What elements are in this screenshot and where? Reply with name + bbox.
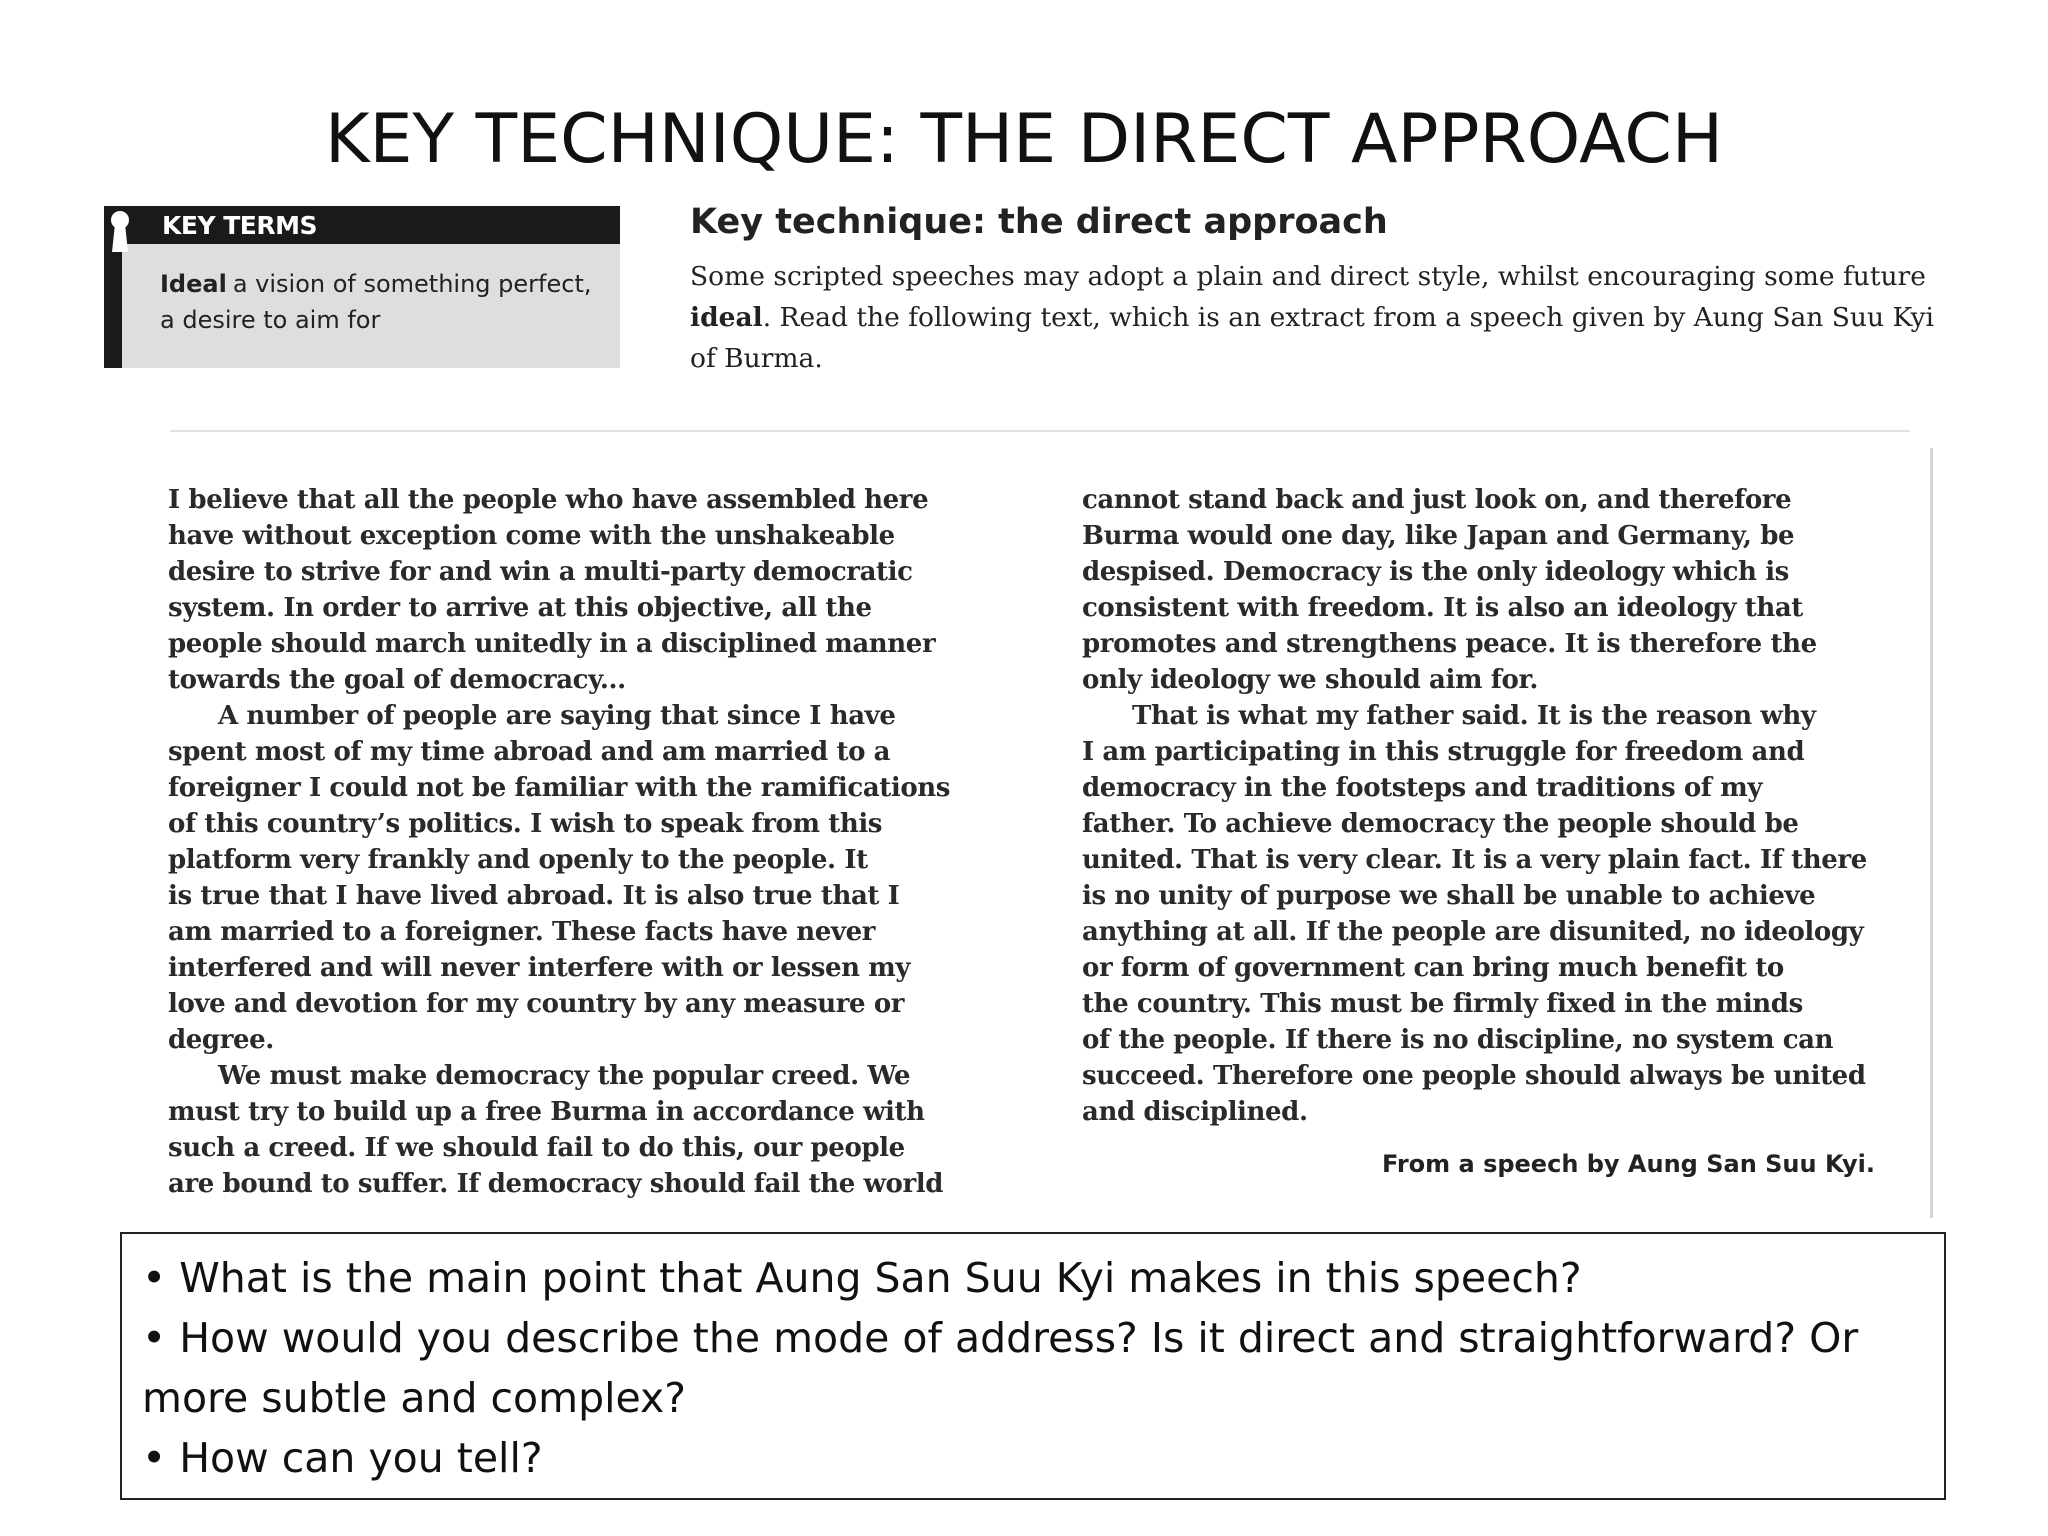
speech-source: From a speech by Aung San Suu Kyi. xyxy=(1381,1150,1875,1178)
speech-paragraph: That is what my father said. It is the reason why I am participating in this struggle for freedom and democracy in the footsteps and traditions of my father. To achieve democracy the people should be united. That is very clear. It is a very plain fact. If there is no unity of purpose we shall be unable to achieve anything at all. If the people are disunited, no ideology or form of government can bring much benefit to the country. This must be firmly fixed in the minds of the people. If there is no discipline, no system can succeed. Therefore one people should always be united and disciplined. xyxy=(1082,701,1867,1127)
intro-ideal-term: ideal xyxy=(690,302,763,333)
question-item: • How can you tell? xyxy=(142,1428,1924,1488)
slide-title: KEY TECHNIQUE: THE DIRECT APPROACH xyxy=(324,100,1724,179)
page-edge-divider xyxy=(1930,448,1933,1218)
question-item: • How would you describe the mode of address? Is it direct and straightforward? Or more subtle and complex? xyxy=(142,1308,1924,1428)
speech-paragraph: A number of people are saying that since I have spent most of my time abroad and am married to a foreigner I could not be familiar with the ramifications of this country’s politics. I wish to speak from this platform very frankly and openly to the people. It is true that I have lived abroad. It is also true that I am married to a foreigner. These facts have never interfered and will never interfere with or lessen my love and devotion for my country by any measure or degree. xyxy=(168,701,951,1055)
divider xyxy=(170,430,1910,432)
speech-column-left xyxy=(168,482,988,1202)
key-terms-box xyxy=(104,206,620,368)
key-terms-heading: KEY TERMS xyxy=(162,211,318,240)
speech-paragraph: I believe that all the people who have assembled here have without exception come with the unshakeable desire to strive for and win a multi-party democratic system. In order to arrive at this objective, all the people should march unitedly in a disciplined manner towards the goal of democracy... xyxy=(168,485,936,695)
speech-paragraph: We must make democracy the popular creed. We must try to build up a free Burma in accordance with such a creed. If we should fail to do this, our people are bound to suffer. If democracy should fail the world xyxy=(168,1061,944,1199)
questions-list xyxy=(122,1234,1944,1488)
speech-column-right xyxy=(1082,482,1912,1130)
key-term-definition xyxy=(160,266,600,338)
intro-paragraph xyxy=(690,256,1940,379)
question-item: • What is the main point that Aung San Suu Kyi makes in this speech? xyxy=(142,1248,1924,1308)
intro-text-1: Some scripted speeches may adopt a plain and direct style, whilst encouraging some future xyxy=(690,261,1926,292)
section-heading: Key technique: the direct approach xyxy=(690,202,1388,242)
key-term: Ideal xyxy=(160,270,227,298)
questions-box xyxy=(120,1232,1946,1500)
speech-paragraph: cannot stand back and just look on, and therefore Burma would one day, like Japan and Germany, be despised. Democracy is the only ideology which is consistent with freedom. It is also an ideology that promotes and strengthens peace. It is therefore the only ideology we should aim for. xyxy=(1082,485,1817,695)
key-term-meaning: a vision of something perfect, a desire to aim for xyxy=(160,270,592,334)
intro-text-2: . Read the following text, which is an extract from a speech given by Aung San Suu Kyi of Burma. xyxy=(690,302,1935,374)
keyhole-icon xyxy=(106,208,134,254)
